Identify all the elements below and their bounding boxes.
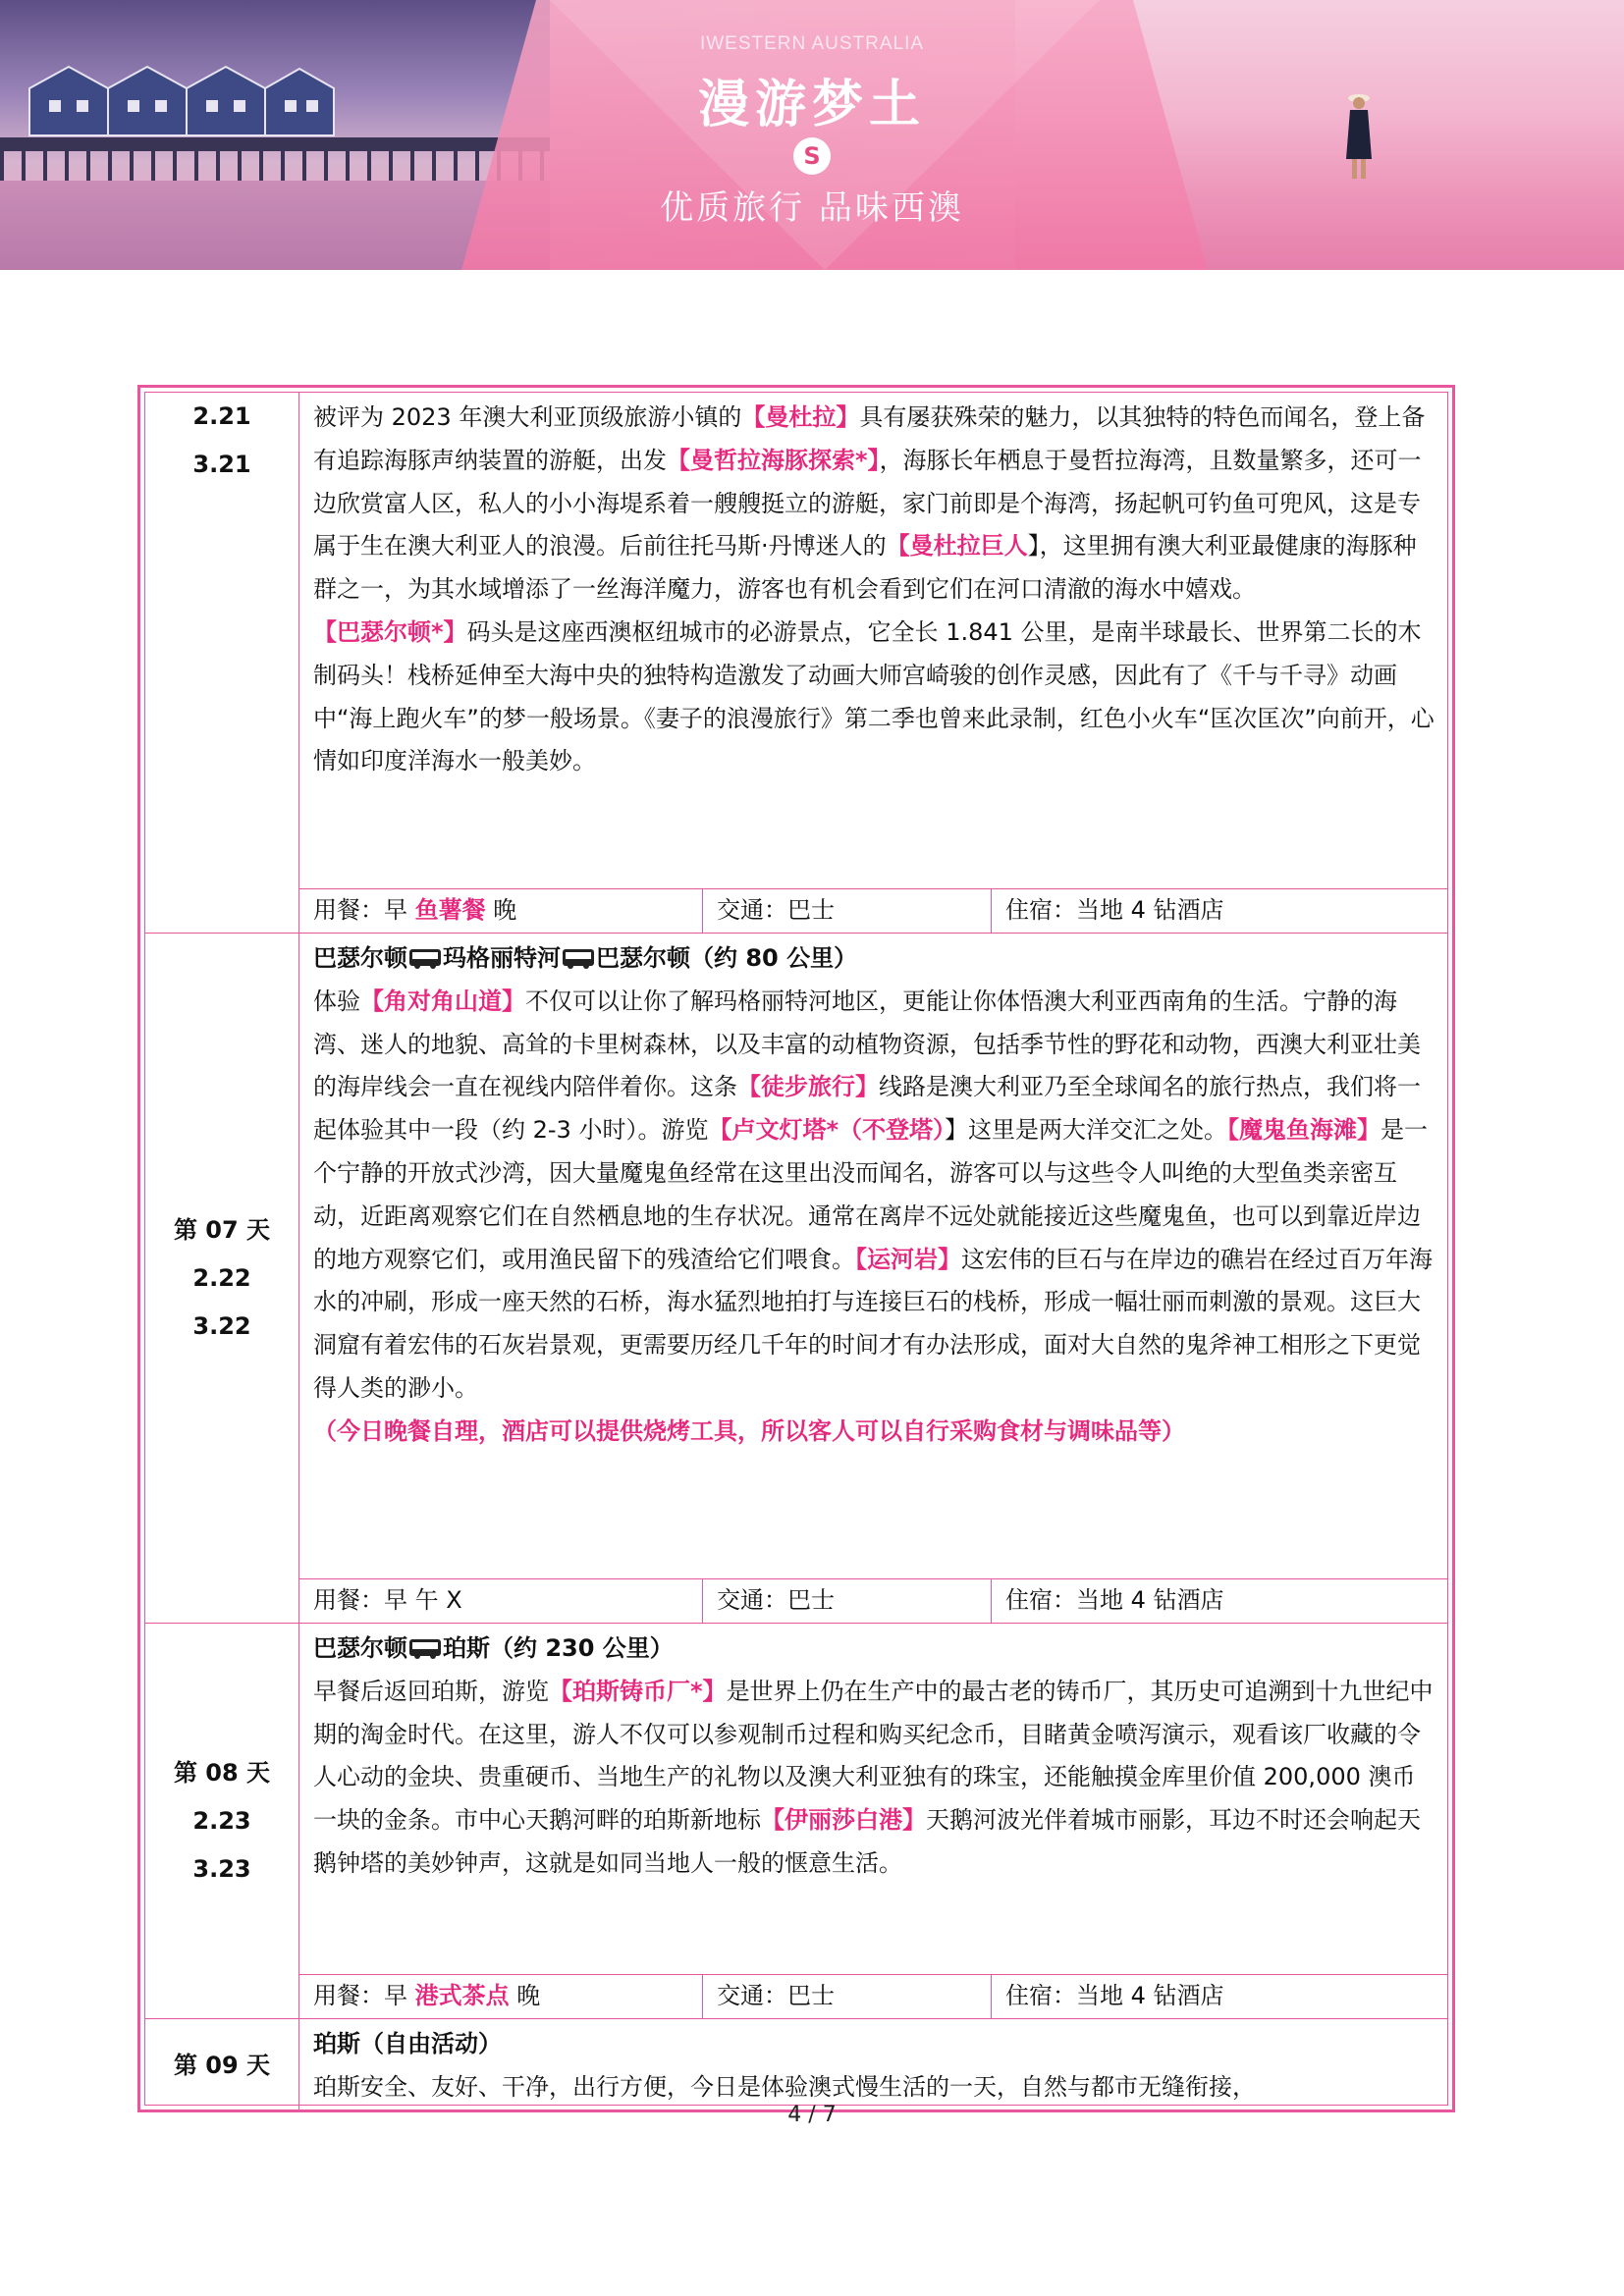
hotel-info: 住宿：当地 4 钻酒店 (1005, 1982, 1224, 2009)
route-title (313, 1628, 1435, 1671)
meal-text: 用餐：早 午 X (313, 1586, 462, 1614)
itinerary-table (137, 385, 1455, 2112)
route-title (313, 2023, 1435, 2066)
route-title (313, 937, 1435, 981)
paragraph-text: 天鹅河波光伴着城市丽影，耳边不时还会响起天鹅钟塔的美妙钟声，这就是如同当地人一般的惬意生活。 (313, 1806, 1421, 1877)
transport-info: 交通：巴士 (703, 1579, 992, 1623)
highlight-attraction: 【角对角山道】 (360, 987, 525, 1015)
banner-chinese-title: 漫游梦土 (697, 75, 926, 134)
paragraph-text: 是一个宁静的开放式沙湾，因大量魔鬼鱼经常在这里出没而闻名，游客可以与这些令人叫绝的大型鱼类亲密互动，近距离观察它们在自然栖息地的生存状况。通常在离岸不远处就能接近这些魔鬼鱼，也可以到靠近岸边的地方观察它们，或用渔民留下的残渣给它们喂食。 (313, 1116, 1429, 1273)
day-label: 第 09 天 (173, 2051, 271, 2079)
meal-highlight: 港式茶点 (414, 1982, 510, 2009)
paragraph-text: ，海豚长年栖息于曼哲拉海湾，且数量繁多，还可一边欣赏富人区，私人的小小海堤系着一艘艘挺立的游艇，家门前即是个海湾，扬起帆可钓鱼可兜风，这是专属于生在澳大利亚人的浪漫。后前往托马斯·丹博迷人的 (313, 446, 1422, 561)
itinerary-row (145, 934, 1447, 1624)
day-info-bar (299, 888, 1447, 933)
paragraph-text: 是世界上仍在生产中的最古老的铸币厂，其历史可追溯到十九世纪中期的淘金时代。在这里，游人不仅可以参观制币过程和购买纪念币，目睹黄金喷泻演示，观看该厂收藏的令人心动的金块、贵重硬币、当地生产的礼物以及澳大利亚独有的珠宝，还能触摸金库里价值 200,000 澳币一块的金条。市中心天鹅河畔的珀斯新地标 (313, 1677, 1434, 1835)
route-title-part: 玛格丽特河 (443, 944, 561, 972)
bus-icon (408, 1630, 442, 1652)
banner-english-title: IWESTERN AUSTRALIA (699, 33, 925, 54)
day-label: 第 07 天 (173, 1215, 271, 1244)
route-title-part: 珀斯（约 230 公里） (443, 1634, 674, 1662)
paragraph-text: 珀斯安全、友好、干净，出行方便，今日是体验澳式慢生活的一天，自然与都市无缝衔接， (313, 2072, 1256, 2101)
day-date: 3.22 (192, 1311, 251, 1340)
hotel-info: 住宿：当地 4 钻酒店 (1005, 1586, 1224, 1614)
day-label: 第 08 天 (173, 1758, 271, 1787)
description-paragraph (313, 981, 1435, 1411)
itinerary-table-inner (144, 392, 1448, 2106)
day-info-bar (299, 1974, 1447, 2018)
header-banner (0, 0, 1624, 270)
paragraph-text: 码头是这座西澳枢纽城市的必游景点，它全长 1.841 公里，是南半球最长、世界第二长的木制码头！栈桥延伸至大海中央的独特构造激发了动画大师宫崎骏的创作灵感，因此有了《千与千寻》动画中“海上跑火车”的梦一般场景。《妻子的浪漫旅行》第二季也曾来此录制，红色小火车“匡次匡次”向前开，心情如印度洋海水一般美妙。 (313, 617, 1435, 775)
bus-icon (562, 940, 595, 962)
paragraph-text: 】，这里拥有澳大利亚最健康的海豚种群之一，为其水域增添了一丝海洋魔力，游客也有机会看到它们在河口清澈的海水中嬉戏。 (313, 532, 1417, 604)
meal-text: 用餐：早 (313, 1982, 415, 2009)
highlight-attraction: 【魔鬼鱼海滩】 (1227, 1116, 1381, 1145)
route-title-part: 巴瑟尔顿（约 80 公里） (596, 944, 858, 972)
highlight-attraction: 【运河岩】 (855, 1245, 961, 1273)
itinerary-row (145, 1624, 1447, 2019)
paragraph-text: 】这里是两大洋交汇之处。 (945, 1116, 1228, 1145)
paragraph-text: 不仅可以让你了解玛格丽特河地区，更能让你体悟澳大利亚西南角的生活。宁静的海湾、迷人的地貌、高耸的卡里树森林，以及丰富的动植物资源，包括季节性的野花和动物，西澳大利亚壮美的海岸线会一直在视线内陪伴着你。这条 (313, 987, 1421, 1101)
paragraph-text: 具有屡获殊荣的魅力，以其独特的特色而闻名，登上备有追踪海豚声纳装置的游艇，出发 (313, 403, 1426, 474)
highlight-attraction: 【卢文灯塔*（不登塔） (708, 1116, 946, 1145)
route-title-part: 巴瑟尔顿 (313, 1634, 407, 1662)
day-description (299, 2019, 1447, 2109)
paragraph-text: 体验 (313, 987, 360, 1015)
meal-info (299, 1579, 703, 1623)
day-description (299, 393, 1447, 783)
meal-text: 用餐：早 (313, 896, 415, 924)
highlight-attraction: 【珀斯铸币厂*】 (549, 1677, 727, 1705)
dinner-note: （今日晚餐自理，酒店可以提供烧烤工具，所以客人可以自行采购食材与调味品等） (313, 1416, 1185, 1445)
highlight-attraction: 【巴瑟尔顿*】 (313, 617, 467, 646)
day-cell (145, 1624, 299, 2018)
jetty-piles (0, 151, 550, 181)
bus-icon (408, 940, 442, 962)
day-description (299, 934, 1447, 1454)
paragraph-text: 被评为 2023 年澳大利亚顶级旅游小镇的 (313, 403, 742, 431)
paragraph-text: 这宏伟的巨石与在岸边的礁岩在经过百万年海水的冲刷，形成一座天然的石桥，海水猛烈地拍打与连接巨石的栈桥，形成一幅壮丽而刺激的景观。这巨大洞窟有着宏伟的石灰岩景观，更需要历经几千年的时间才有办法形成，面对大自然的鬼斧神工相形之下更觉得人类的渺小。 (313, 1245, 1433, 1402)
description-paragraph (313, 1671, 1435, 1886)
jetty-deck (0, 137, 550, 151)
hotel-info: 住宿：当地 4 钻酒店 (1005, 896, 1224, 924)
paragraph-text: 线路是澳大利亚乃至全球闻名的旅行热点，我们将一起体验其中一段（约 2-3 小时）。游览 (313, 1073, 1421, 1145)
itinerary-row (145, 2019, 1447, 2111)
meal-text: 晚 (509, 1982, 541, 2009)
day-description (299, 1624, 1447, 1886)
page-number: 4 / 7 (787, 2103, 837, 2127)
day-date: 2.21 (192, 402, 251, 430)
route-title-part: 巴瑟尔顿 (313, 944, 407, 972)
transport-info: 交通：巴士 (703, 1975, 992, 2018)
day-cell (145, 934, 299, 1623)
paragraph-text: 早餐后返回珀斯，游览 (313, 1677, 549, 1705)
highlight-attraction: 【徒步旅行】 (737, 1073, 879, 1101)
meal-info (299, 889, 703, 933)
day-cell (145, 393, 299, 933)
meal-highlight: 鱼薯餐 (414, 896, 486, 924)
itinerary-row (145, 393, 1447, 934)
day-date: 2.22 (192, 1263, 251, 1292)
day-date: 2.23 (192, 1806, 251, 1835)
meal-text: 晚 (485, 896, 517, 924)
description-paragraph (313, 612, 1435, 783)
meal-info (299, 1975, 703, 2018)
highlight-attraction: 【曼杜拉巨人 (886, 532, 1028, 561)
highlight-attraction: 【伊丽莎白港】 (761, 1806, 926, 1835)
day-date: 3.23 (192, 1854, 251, 1883)
banner-subtitle: 优质旅行 品味西澳 (660, 188, 964, 228)
route-title-part: 珀斯（自由活动） (313, 2030, 502, 2057)
brand-logo-icon: S (793, 137, 831, 175)
day-cell (145, 2019, 299, 2111)
description-paragraph (313, 397, 1435, 612)
day-date: 3.21 (192, 451, 251, 478)
transport-info: 交通：巴士 (703, 889, 992, 933)
day-info-bar (299, 1578, 1447, 1623)
highlight-attraction: 【曼哲拉海豚探索*】 (667, 446, 880, 474)
highlight-attraction: 【曼杜拉】 (741, 403, 860, 431)
